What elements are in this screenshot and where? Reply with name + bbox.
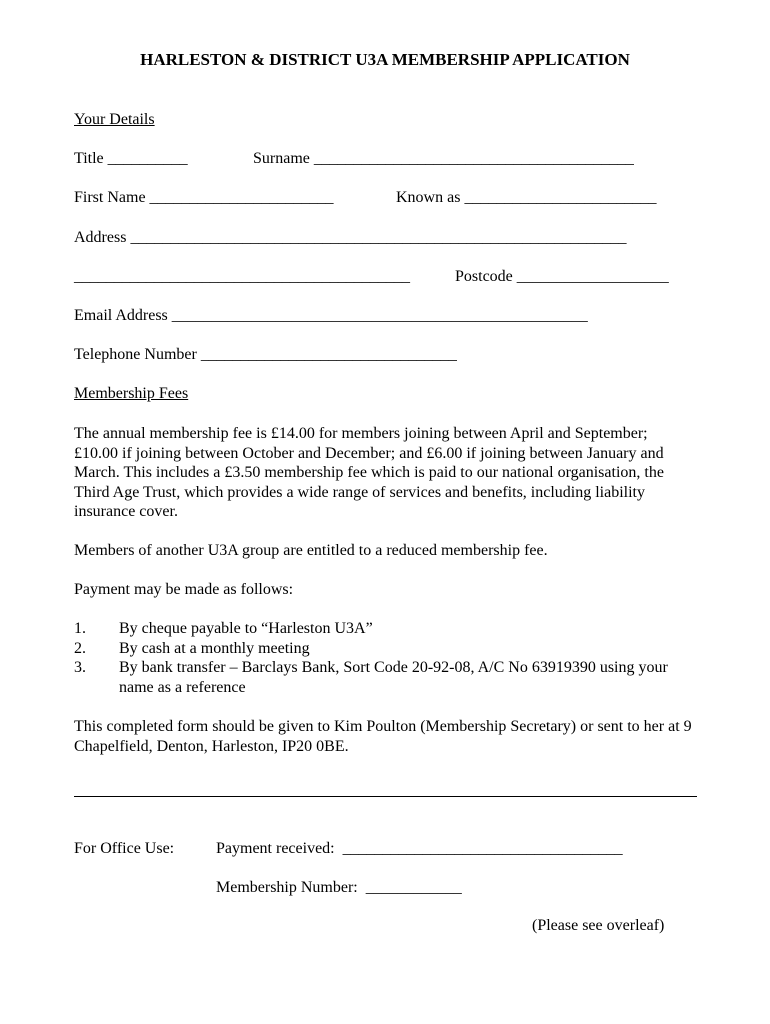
email-field[interactable]: Email Address ____________________________________________________	[74, 307, 588, 324]
your-details-heading: Your Details	[74, 111, 155, 128]
fee-paragraph: The annual membership fee is £14.00 for members joining between April and September; £10.00 if joining between October and December; and £6.00 if joining between January and March. This includes a £3.50 membership fee which is paid to our national organisation, the Third Age Trust, which provides a wide range of services and benefits, including liability insurance cover.	[74, 425, 664, 521]
reduced-fee-paragraph: Members of another U3A group are entitled to a reduced membership fee.	[74, 542, 548, 559]
postcode-field[interactable]: Postcode ___________________	[455, 268, 669, 285]
address-line2-field[interactable]: __________________________________________	[74, 268, 410, 285]
title-field[interactable]: Title __________	[74, 150, 188, 167]
list-item-number: 1.	[74, 620, 86, 637]
list-item-number: 3.	[74, 659, 86, 676]
footer-note: (Please see overleaf)	[532, 917, 665, 934]
list-item: By cheque payable to “Harleston U3A”	[119, 620, 373, 637]
office-use-label: For Office Use:	[74, 840, 175, 857]
address-field[interactable]: Address ______________________________________________________________	[74, 229, 627, 246]
list-item-number: 2.	[74, 640, 86, 657]
telephone-field[interactable]: Telephone Number ________________________________	[74, 346, 457, 363]
page-title: HARLESTON & DISTRICT U3A MEMBERSHIP APPLICATION	[140, 50, 630, 69]
first-name-field[interactable]: First Name _______________________	[74, 189, 334, 206]
list-item: By cash at a monthly meeting	[119, 640, 310, 657]
membership-number-field[interactable]: Membership Number: ____________	[216, 879, 462, 896]
payment-intro: Payment may be made as follows:	[74, 581, 294, 598]
divider	[74, 796, 697, 797]
known-as-field[interactable]: Known as ________________________	[396, 189, 657, 206]
surname-field[interactable]: Surname ________________________________________	[253, 150, 634, 167]
list-item: By bank transfer – Barclays Bank, Sort Code 20-92-08, A/C No 63919390 using your name as a reference	[119, 659, 668, 696]
submission-paragraph: This completed form should be given to Kim Poulton (Membership Secretary) or sent to her at 9 Chapelfield, Denton, Harleston, IP20 0BE.	[74, 718, 692, 755]
payment-received-field[interactable]: Payment received: ___________________________________	[216, 840, 623, 857]
membership-fees-heading: Membership Fees	[74, 385, 189, 402]
